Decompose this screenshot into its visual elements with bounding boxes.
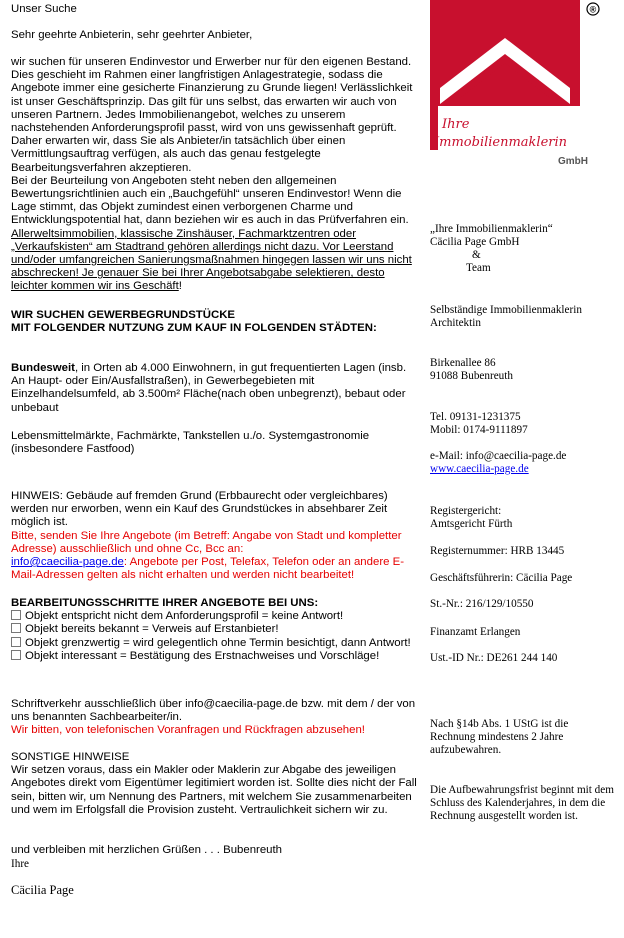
step-text: Objekt grenzwertig = wird gelegentlich ohne Termin besichtigt, dann Antwort! [25, 636, 411, 649]
managing-director: Geschäftsführerin: Cäcilia Page [430, 572, 573, 584]
company-logo [430, 0, 620, 170]
logo-gmbh: GmbH [558, 156, 588, 167]
step-item [11, 610, 421, 623]
hint-red-text: Bitte, senden Sie Ihre Angebote (im Betreff: Angabe von Stadt und kompletter Adresse) ausschließlich und ohne Cc, Bcc an: [11, 529, 402, 555]
vat-id: Ust.-ID Nr.: DE261 244 140 [430, 652, 558, 664]
tax-number: St.-Nr.: 216/129/10550 [430, 598, 534, 610]
company-block [430, 223, 620, 275]
search-heading-line-2: MIT FOLGENDER NUTZUNG ZUM KAUF IN FOLGENDEN STÄDTEN: [11, 322, 377, 335]
other-notes [11, 751, 421, 817]
register-court-name: Amtsgericht Fürth [430, 518, 513, 530]
register-court: Registergericht: [430, 505, 502, 517]
location-criteria [11, 362, 421, 415]
hint-text: HINWEIS: Gebäude auf fremden Grund (Erbbaurecht oder vergleichbares) werden nur erworben, wenn ein Kauf des Grundstückes in absehbarer Zeit möglich ist. [11, 490, 388, 529]
search-heading [11, 309, 421, 335]
contact-block [430, 450, 620, 476]
role-2: Architektin [430, 317, 481, 329]
company-ampersand: & [472, 249, 481, 261]
company-team: Team [466, 262, 491, 274]
checkbox-icon [11, 650, 21, 660]
court-block [430, 505, 620, 531]
closing: und verbleiben mit herzlichen Grüßen . . . Bubenreuth [11, 844, 282, 856]
salutation: Sehr geehrte Anbieterin, sehr geehrter Anbieter, [11, 29, 253, 41]
other-text: Wir setzen voraus, dass ein Makler oder Maklerin zur Abgabe des jeweiligen Angebotes direkt vom Eigentümer legitimiert worden ist. Sollte dies nicht der Fall sein, bitten wir, um Nennung des Partners, mit welchem Sie zusammenarbeiten und wem im Erfolgsfall die Provision zusteht. Vertraulichkeit sichern wir zu. [11, 764, 417, 816]
checkbox-icon [11, 637, 21, 647]
hint-email-link[interactable]: info@caecilia-page.de [11, 556, 124, 569]
correspondence-text: Schriftverkehr ausschließlich über info@caecilia-page.de bzw. mit dem / der von uns benannten Sachbearbeiter/in. [11, 698, 416, 724]
city: 91088 Bubenreuth [430, 370, 513, 382]
checkbox-icon [11, 623, 21, 633]
company-name-2: Cäcilia Page GmbH [430, 236, 520, 248]
role-block [430, 304, 620, 330]
search-heading-line-1: WIR SUCHEN GEWERBEGRUNDSTÜCKE [11, 309, 236, 321]
invoice-note: Nach §14b Abs. 1 UStG ist die Rechnung mindestens 2 Jahre aufzubewahren. [430, 718, 569, 756]
step-text: Objekt interessant = Bestätigung des Erstnachweises und Vorschläge! [25, 649, 380, 662]
signature: Cäcilia Page [11, 883, 74, 897]
step-text: Objekt entspricht nicht dem Anforderungsprofil = keine Antwort! [25, 610, 344, 623]
location-rest: , in Orten ab 4.000 Einwohnern, in gut frequentierten Lagen (insb. An Haupt- oder Ein/Ausfallstraßen), in Gewerbegebieten mit Einzelhandelsumfeld, ab 3.500m² Fläche(nach oben unbegrenzt), bebaut oder unbebaut [11, 362, 407, 414]
correspondence-red: Wir bitten, von telefonischen Voranfragen und Rückfragen abzusehen! [11, 724, 365, 737]
phone-block [430, 411, 620, 437]
website-link[interactable]: www.caecilia-page.de [430, 463, 529, 475]
exclusions-end: ! [178, 280, 182, 293]
logo-graphic [430, 0, 620, 170]
logo-text-line-1: Ihre [442, 117, 470, 132]
role-1: Selbständige Immobilienmaklerin [430, 304, 582, 316]
hint-email-line [11, 556, 421, 582]
tax-office: Finanzamt Erlangen [430, 626, 521, 638]
closing-ihre: Ihre [11, 858, 30, 870]
intro-paragraph-2: Bei der Beurteilung von Angeboten steht neben den allgemeinen Bewertungsrichtlinien auch ein „Bauchgefühl“ unseren Endinvestor! Wenn die Lage stimmt, das Objekt zumindest einen verborgenen Charme und Entwicklungspotential hat, dann beziehen wir es auch in das Prüfverfahren ein. [11, 174, 409, 227]
email: e-Mail: info@caecilia-page.de [430, 450, 567, 462]
address-block [430, 357, 620, 383]
intro-block [11, 56, 421, 294]
telephone: Tel. 09131-1231375 [430, 411, 521, 423]
mobile: Mobil: 0174-9111897 [430, 424, 528, 436]
registered-mark: ® [589, 4, 597, 15]
steps-heading: BEARBEITUNGSSCHRITTE IHRER ANGEBOTE BEI UNS: [11, 597, 319, 609]
retention-note: Die Aufbewahrungsfrist beginnt mit dem Schluss des Kalenderjahres, in dem die Rechnung ausgestellt worden ist. [430, 784, 614, 822]
steps-block [11, 597, 421, 663]
register-number: Registernummer: HRB 13445 [430, 545, 565, 557]
logo-text-line-2: Immobilienmaklerin [434, 135, 568, 150]
checkbox-icon [11, 610, 21, 620]
location-bold: Bundesweit [11, 362, 75, 374]
company-name-1: „Ihre Immobilienmaklerin“ [430, 223, 553, 235]
hint-red-text-2: : Angebote per Post, Telefax, Telefon oder an andere E-Mail-Adressen gelten als nicht erhalten und werden nicht bearbeitet! [11, 556, 404, 582]
exclusions-paragraph [11, 228, 421, 294]
page-heading: Unser Suche [11, 3, 77, 15]
hint-block [11, 490, 421, 582]
usage-types: Lebensmittelmärkte, Fachmärkte, Tankstellen u./o. Systemgastronomie (insbesondere Fastfood) [11, 430, 370, 456]
step-item [11, 623, 421, 636]
exclusions-text: Allerweltsimmobilien, klassische Zinshäuser, Fachmarktzentren oder „Verkaufskisten“ am Stadtrand gehören allerdings nicht dazu. Vor Leerstand und/oder umfangreichen Sanierungsmaßnahmen hingegen lassen wir uns nicht abschrecken! Je genauer Sie bei Ihrer Angebotsabgabe selektieren, desto leichter kommen wir ins Geschäft [11, 227, 412, 293]
step-item [11, 650, 421, 663]
other-heading: SONSTIGE HINWEISE [11, 751, 130, 763]
step-item [11, 637, 421, 650]
street: Birkenallee 86 [430, 357, 496, 369]
correspondence-block [11, 698, 421, 738]
intro-paragraph: wir suchen für unseren Endinvestor und Erwerber nur für den eigenen Bestand. Dies geschieht im Rahmen einer langfristigen Anlagestrategie, sodass die Angebote immer eine gesicherte Finanzierung zu Grunde liegen! Verlässlichkeit ist unser Geschäftsprinzip. Das gilt für uns selbst, das erwarten wir auch von unseren Partnern. Jedes Immobilienangebot, welches zu unserem nachstehenden Anforderungsprofil passt, wird von uns gewissenhaft geprüft. Daher erwarten wir, dass Sie als Anbieter/in tatsächlich über einen Vermittlungsauftrag verfügen, als auch das genau festgelegte Bearbeitungsverfahren akzeptieren. [11, 56, 413, 174]
step-text: Objekt bereits bekannt = Verweis auf Erstanbieter! [25, 623, 279, 636]
